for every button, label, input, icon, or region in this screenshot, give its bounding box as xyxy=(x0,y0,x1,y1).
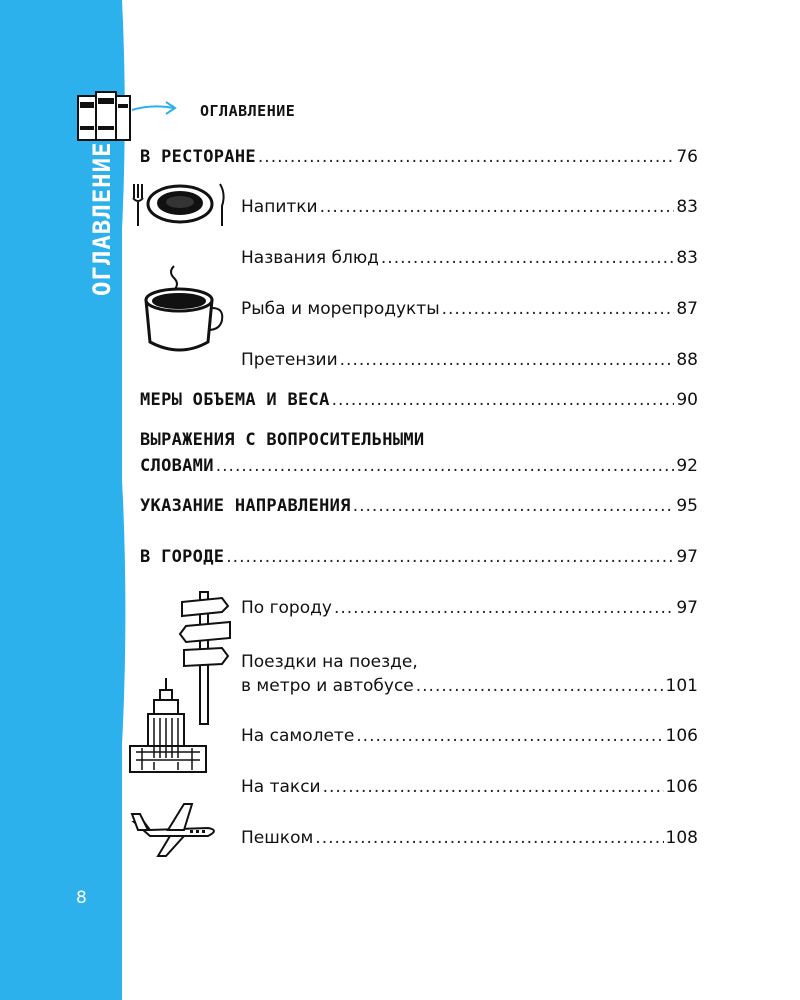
vertical-section-title: ОГЛАВЛЕНИЕ xyxy=(88,141,116,296)
toc-page: 101 xyxy=(665,676,698,696)
toc-label: По городу xyxy=(241,598,332,618)
toc-row-dish-names[interactable] xyxy=(241,246,698,270)
toc-label: в метро и автобусе xyxy=(241,676,414,696)
coffee-cup-icon xyxy=(136,262,226,356)
toc-row-city[interactable] xyxy=(140,545,698,569)
leader-dots xyxy=(258,145,674,169)
toc-label: МЕРЫ ОБЪЕМА И ВЕСА xyxy=(140,390,330,410)
toc-label: СЛОВАМИ xyxy=(140,456,214,476)
toc-row-around-city[interactable] xyxy=(241,596,698,620)
toc-label: Названия блюд xyxy=(241,248,379,268)
page-number: 8 xyxy=(76,888,87,908)
toc-page: 108 xyxy=(665,828,698,848)
toc-label: Рыба и морепродукты xyxy=(241,299,440,319)
toc-page: 87 xyxy=(676,299,698,319)
leader-dots xyxy=(442,297,675,321)
leader-dots xyxy=(323,775,664,799)
leader-dots xyxy=(381,246,674,270)
toc-row-questions[interactable] xyxy=(140,454,698,478)
toc-page: 106 xyxy=(665,777,698,797)
toc-row-measures[interactable] xyxy=(140,388,698,412)
toc-row-directions[interactable] xyxy=(140,494,698,518)
toc-page: 76 xyxy=(676,147,698,167)
toc-label-line1[interactable]: ВЫРАЖЕНИЯ С ВОПРОСИТЕЛЬНЫМИ xyxy=(140,430,425,450)
books-icon xyxy=(74,86,194,146)
leader-dots xyxy=(320,195,675,219)
plate-cutlery-icon xyxy=(128,180,234,230)
toc-label: Пешком xyxy=(241,828,314,848)
toc-label: Претензии xyxy=(241,350,338,370)
toc-page: 106 xyxy=(665,726,698,746)
toc-row-transport[interactable] xyxy=(241,674,698,698)
toc-page: 90 xyxy=(676,390,698,410)
toc-row-restaurant[interactable] xyxy=(140,145,698,169)
toc-page: 95 xyxy=(676,496,698,516)
toc-row-fish[interactable] xyxy=(241,297,698,321)
toc-row-walking[interactable] xyxy=(241,826,698,850)
toc-label: УКАЗАНИЕ НАПРАВЛЕНИЯ xyxy=(140,496,351,516)
leader-dots xyxy=(332,388,675,412)
leader-dots xyxy=(356,724,663,748)
toc-label: Напитки xyxy=(241,197,318,217)
leader-dots xyxy=(340,348,675,372)
toc-page: 97 xyxy=(676,598,698,618)
leader-dots xyxy=(216,454,675,478)
skyscraper-icon xyxy=(126,676,212,776)
toc-row-drinks[interactable] xyxy=(241,195,698,219)
toc-row-complaints[interactable] xyxy=(241,348,698,372)
toc-row-taxi[interactable] xyxy=(241,775,698,799)
leader-dots xyxy=(226,545,674,569)
toc-label-line1[interactable]: Поездки на поезде, xyxy=(241,652,418,672)
leader-dots xyxy=(416,674,664,698)
leader-dots xyxy=(315,826,663,850)
header-title: ОГЛАВЛЕНИЕ xyxy=(200,102,296,120)
toc-page: 92 xyxy=(676,456,698,476)
leader-dots xyxy=(334,596,674,620)
toc-label: На такси xyxy=(241,777,321,797)
toc-page: 83 xyxy=(676,248,698,268)
leader-dots xyxy=(353,494,675,518)
toc-label: На самолете xyxy=(241,726,355,746)
toc-page: 83 xyxy=(676,197,698,217)
toc-row-plane[interactable] xyxy=(241,724,698,748)
toc-page: 88 xyxy=(676,350,698,370)
airplane-icon xyxy=(128,800,222,858)
toc-page: 97 xyxy=(676,547,698,567)
toc-label: В РЕСТОРАНЕ xyxy=(140,147,256,167)
toc-label: В ГОРОДЕ xyxy=(140,547,225,567)
